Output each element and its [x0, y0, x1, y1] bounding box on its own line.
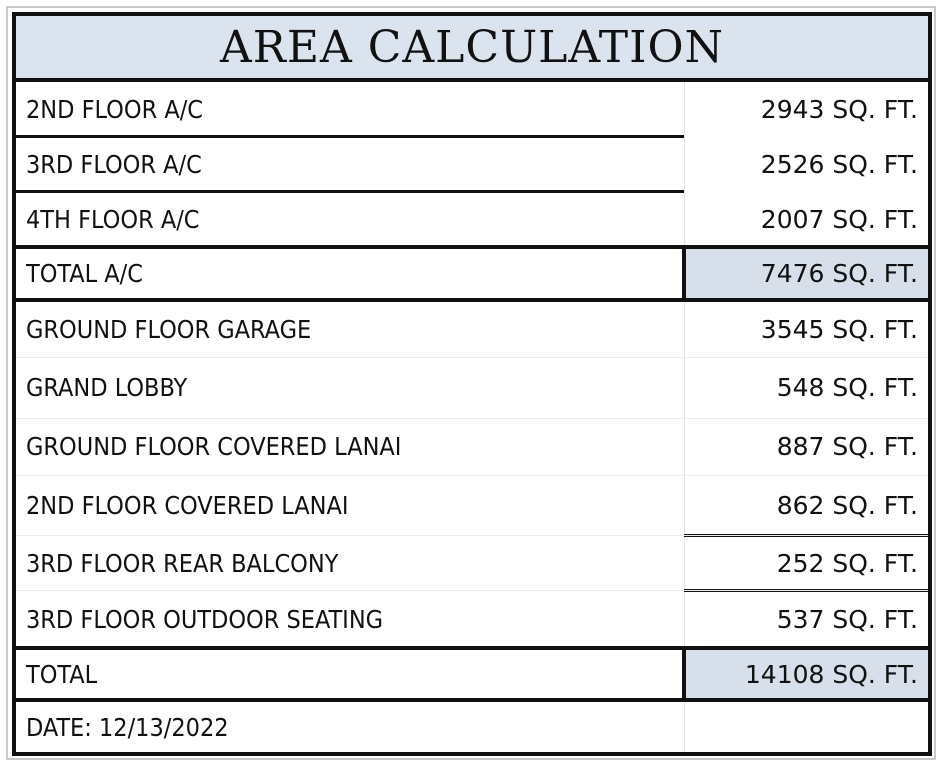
row-label: TOTAL	[26, 659, 98, 689]
row-value: 2943 SQ. FT.	[760, 94, 918, 124]
row-label: GROUND FLOOR GARAGE	[26, 315, 312, 344]
row-label: GRAND LOBBY	[26, 373, 188, 402]
total-ac-row	[16, 245, 928, 302]
table-row	[16, 537, 928, 589]
table-row	[16, 475, 928, 535]
row-label: 4TH FLOOR A/C	[26, 204, 200, 234]
table-row	[16, 302, 928, 357]
row-value: 887 SQ. FT.	[776, 432, 918, 461]
row-divider	[16, 590, 928, 591]
table-row	[16, 193, 928, 245]
row-value: 7476 SQ. FT.	[760, 259, 918, 288]
row-label: 2ND FLOOR COVERED LANAI	[26, 490, 349, 520]
row-label: 3RD FLOOR REAR BALCONY	[26, 548, 339, 578]
grand-total-row	[16, 646, 928, 702]
table-row	[16, 138, 928, 190]
row-label: 3RD FLOOR A/C	[26, 149, 202, 179]
date-label: DATE: 12/13/2022	[26, 712, 229, 742]
row-value: 3545 SQ. FT.	[760, 315, 918, 344]
row-value: 14108 SQ. FT.	[744, 659, 918, 689]
row-label: 2ND FLOOR A/C	[26, 94, 204, 124]
row-value: 252 SQ. FT.	[776, 548, 918, 578]
row-divider	[16, 535, 928, 536]
table-row	[16, 592, 928, 646]
date-row	[16, 702, 928, 752]
row-label: GROUND FLOOR COVERED LANAI	[26, 432, 402, 461]
table-title: AREA CALCULATION	[16, 16, 928, 82]
row-value: 862 SQ. FT.	[776, 490, 918, 520]
row-label: TOTAL A/C	[26, 259, 143, 288]
row-value: 2007 SQ. FT.	[760, 204, 918, 234]
area-calculation-table	[12, 12, 932, 756]
row-value: 537 SQ. FT.	[776, 604, 918, 634]
table-row	[16, 418, 928, 475]
row-value: 548 SQ. FT.	[776, 373, 918, 402]
row-label: 3RD FLOOR OUTDOOR SEATING	[26, 604, 384, 634]
table-row	[16, 82, 928, 136]
table-row	[16, 357, 928, 418]
row-value: 2526 SQ. FT.	[760, 149, 918, 179]
